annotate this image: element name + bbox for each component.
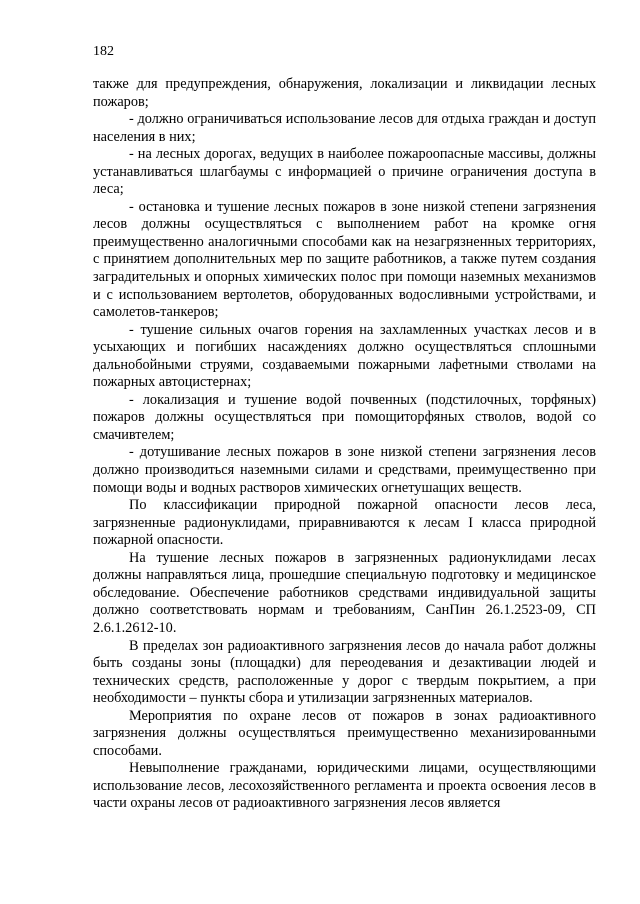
- bullet-paragraph: - на лесных дорогах, ведущих в наиболее пожароопасные массивы, должны устанавливаться шлагбаумы с информацией о причине ограничения доступа в леса;: [93, 146, 596, 198]
- paragraph: По классификации природной пожарной опасности лесов леса, загрязненные радионуклидами, приравниваются к лесам I класса природной пожарной опасности.: [93, 497, 596, 549]
- text-body: [93, 76, 596, 813]
- bullet-paragraph: - локализация и тушение водой почвенных (подстилочных, торфяных) пожаров должны осуществляться при помощиторфяных стволов, водой со смачивтелем;: [93, 391, 596, 443]
- paragraph: Мероприятия по охране лесов от пожаров в зонах радиоактивного загрязнения должны осуществляться преимущественно механизированными способами.: [93, 707, 596, 759]
- bullet-paragraph: - остановка и тушение лесных пожаров в зоне низкой степени загрязнения лесов должны осуществляться с выполнением работ на кромке огня преимущественно аналогичными способами как на незагрязненных территориях, с принятием дополнительных мер по защите работников, а также путем создания заградительных и опорных химических полос при помощи наземных механизмов и с использованием вертолетов, оборудованных водосливными устройствами, и самолетов-танкеров;: [93, 198, 596, 321]
- paragraph: В пределах зон радиоактивного загрязнения лесов до начала работ должны быть созданы зоны (площадки) для переодевания и дезактивации людей и технических средств, расположенные у дорог с твердым покрытием, а при необходимости – пункты сбора и утилизации загрязненных материалов.: [93, 637, 596, 707]
- paragraph-continuation: также для предупреждения, обнаружения, локализации и ликвидации лесных пожаров;: [93, 76, 596, 110]
- paragraph: На тушение лесных пожаров в загрязненных радионуклидами лесах должны направляться лица, прошедшие специальную подготовку и медицинское обследование. Обеспечение работников средствами индивидуальной защиты должно соответствовать нормам и требованиям, СанПин 26.1.2523-09, СП 2.6.1.2612-10.: [93, 549, 596, 636]
- bullet-paragraph: - должно ограничиваться использование лесов для отдыха граждан и доступ населения в них;: [93, 111, 596, 145]
- page-number: 182: [93, 44, 114, 59]
- bullet-paragraph: - тушение сильных очагов горения на захламленных участках лесов и в усыхающих и погибших насаждениях должно осуществляться сплошными дальнобойными струями, создаваемыми пожарными лафетными стволами на пожарных автоцистернах;: [93, 321, 596, 391]
- paragraph: Невыполнение гражданами, юридическими лицами, осуществляющими использование лесов, лесохозяйственного регламента и проекта освоения лесов в части охраны лесов от радиоактивного загрязнения лесов является: [93, 760, 596, 812]
- bullet-paragraph: - дотушивание лесных пожаров в зоне низкой степени загрязнения лесов должно производиться наземными силами и средствами, преимущественно при помощи воды и водных растворов химических огнетушащих веществ.: [93, 444, 596, 496]
